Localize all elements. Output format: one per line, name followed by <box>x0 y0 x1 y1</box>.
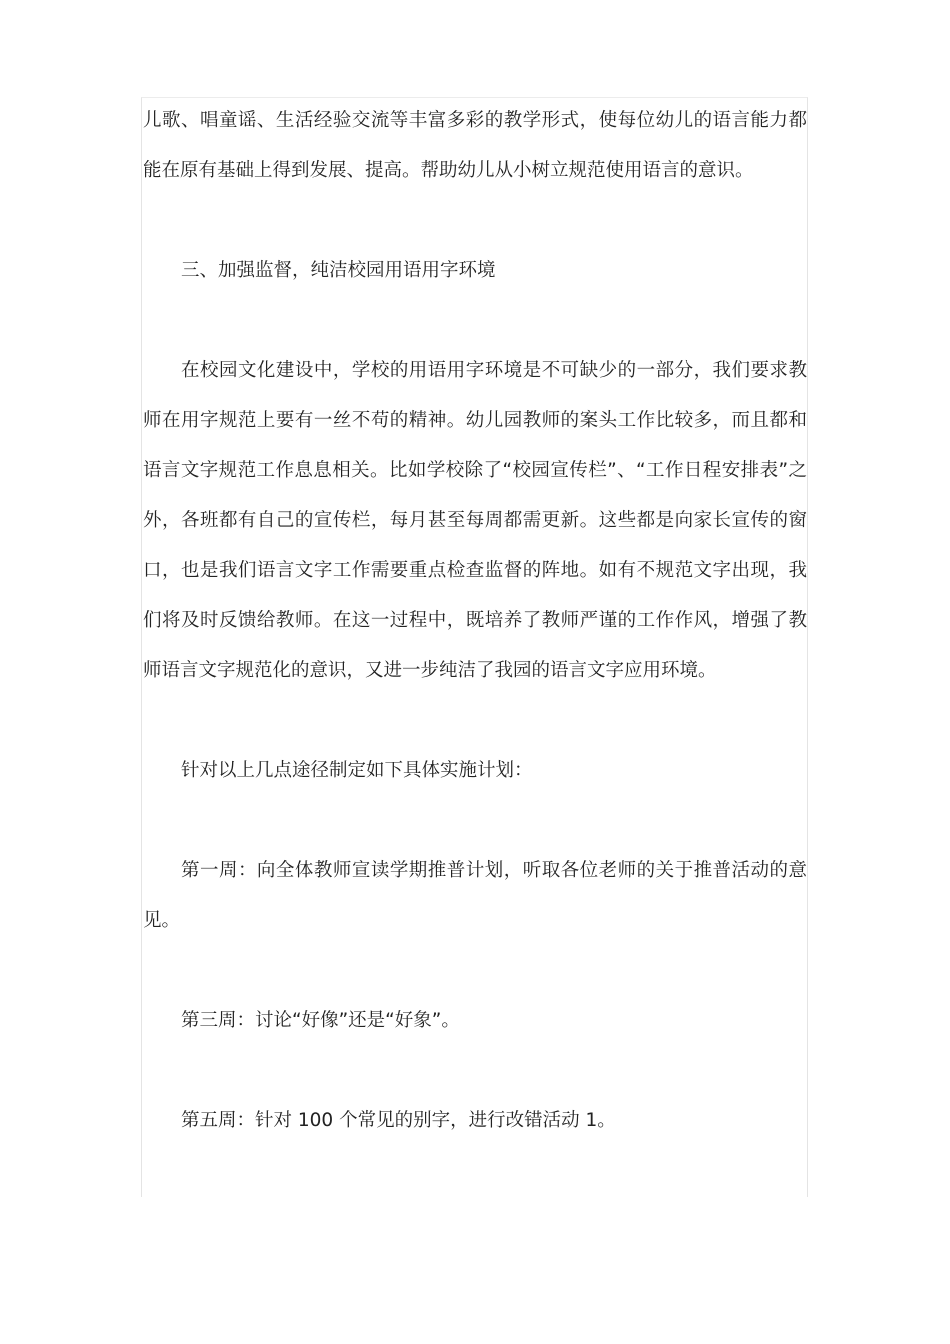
paragraph-spacer <box>143 196 807 246</box>
plan-item-week-5: 第五周：针对 100 个常见的别字，进行改错活动 1。 <box>181 1110 616 1131</box>
section-heading-supervision: 三、加强监督，纯洁校园用语用字环境 <box>181 260 496 281</box>
plan-item-week-3: 第三周：讨论“好像”还是“好象”。 <box>181 1010 460 1031</box>
document-body <box>143 96 807 1146</box>
paragraph-spacer <box>143 946 807 996</box>
paragraph-intro-continuation: 儿歌、唱童谣、生活经验交流等丰富多彩的教学形式，使每位幼儿的语言能力都能在原有基础上得到发展、提高。帮助幼儿从小树立规范使用语言的意识。 <box>143 110 807 181</box>
paragraph-spacer <box>143 796 807 846</box>
paragraph-campus-environment: 在校园文化建设中，学校的用语用字环境是不可缺少的一部分，我们要求教师在用字规范上要有一丝不苟的精神。幼儿园教师的案头工作比较多，而且都和语言文字规范工作息息相关。比如学校除了“校园宣传栏”、“工作日程安排表”之外，各班都有自己的宣传栏，每月甚至每周都需更新。这些都是向家长宣传的窗口，也是我们语言文字工作需要重点检查监督的阵地。如有不规范文字出现，我们将及时反馈给教师。在这一过程中，既培养了教师严谨的工作作风，增强了教师语言文字规范化的意识，又进一步纯洁了我园的语言文字应用环境。 <box>143 360 807 681</box>
paragraph-spacer <box>143 696 807 746</box>
paragraph-spacer <box>143 1046 807 1096</box>
plan-item-week-1: 第一周：向全体教师宣读学期推普计划，听取各位老师的关于推普活动的意见。 <box>143 860 807 931</box>
paragraph-plan-intro: 针对以上几点途径制定如下具体实施计划： <box>181 760 533 781</box>
paragraph-spacer <box>143 296 807 346</box>
